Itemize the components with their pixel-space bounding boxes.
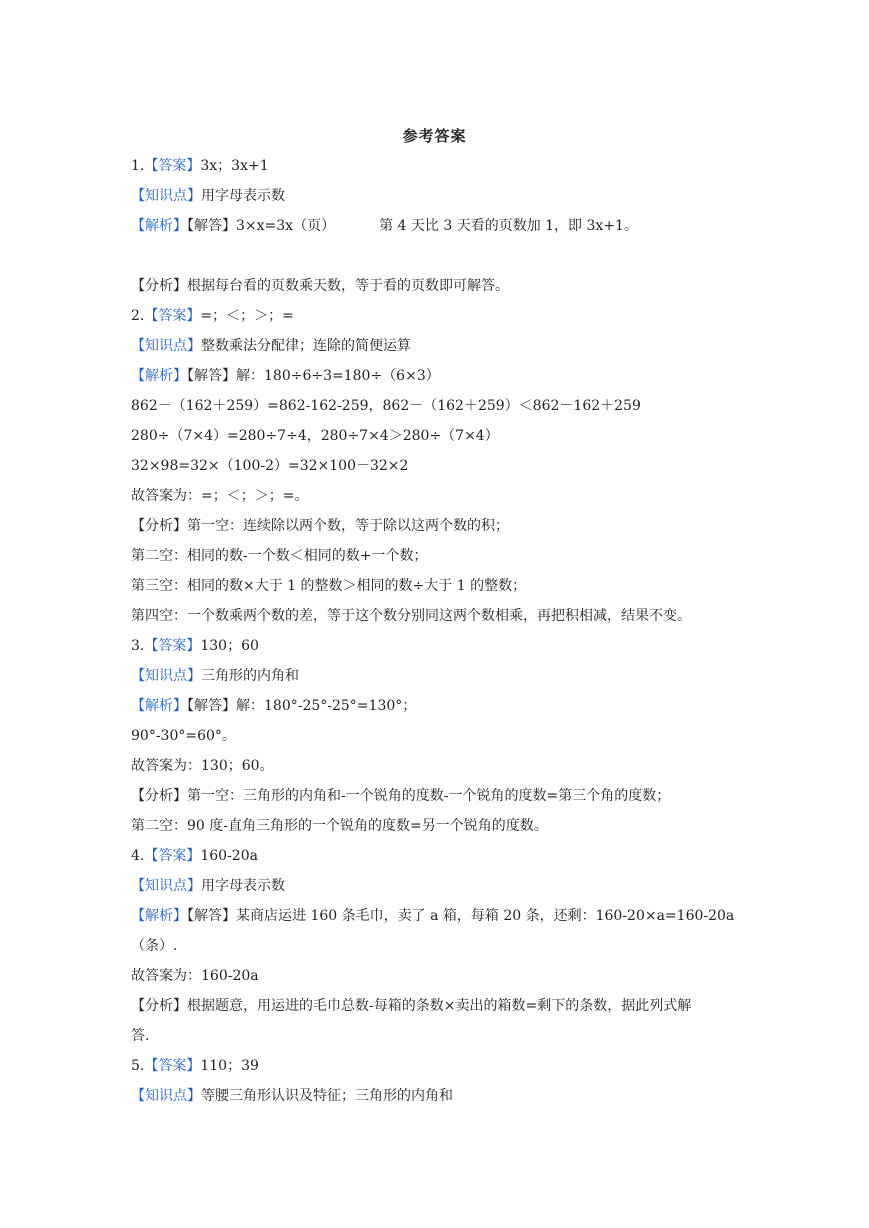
q2-knowledge-line	[131, 331, 743, 361]
q3-reasoning-2: 第二空：90 度-直角三角形的一个锐角的度数=另一个锐角的度数。	[131, 818, 548, 834]
q4-reasoning-cont: 答.	[131, 1028, 150, 1044]
q4-answer: 160-20a	[200, 848, 258, 864]
q3-answer-line	[131, 631, 743, 661]
q3-answer: 130；60	[200, 638, 259, 654]
q4-reasoning-line	[131, 991, 743, 1021]
q4-number: 4.	[131, 848, 145, 864]
q1-reasoning-line	[131, 271, 743, 301]
q4-conclusion: 故答案为：160-20a	[131, 968, 259, 984]
q1-solution-b: 第 4 天比 3 天看的页数加 1，即 3x+1。	[379, 218, 638, 234]
q2-conclusion: 故答案为：=；＜；＞；=。	[131, 488, 309, 504]
q2-reasoning: 第一空：连续除以两个数，等于除以这两个数的积；	[187, 518, 509, 534]
q5-answer: 110；39	[200, 1058, 259, 1074]
answer-content	[131, 151, 743, 1111]
q1-answer-line	[131, 151, 743, 181]
q1-knowledge-line	[131, 181, 743, 211]
q5-knowledge-tag: 【知识点】	[131, 1088, 201, 1104]
q2-step-2: 280÷（7×4）=280÷7÷4，280÷7×4＞280÷（7×4）	[131, 428, 499, 444]
q3-reasoning-line	[131, 781, 743, 811]
q5-knowledge: 等腰三角形认识及特征；三角形的内角和	[201, 1088, 453, 1104]
q1-reasoning: 根据每台看的页数乘天数，等于看的页数即可解答。	[187, 278, 509, 294]
q1-reasoning-tag: 【分析】	[131, 278, 187, 294]
q2-solution-tag: 【解答】	[187, 368, 236, 384]
q1-number: 1.	[131, 158, 145, 174]
q4-analysis-line	[131, 901, 743, 931]
q2-knowledge: 整数乘法分配律；连除的简便运算	[201, 338, 411, 354]
q5-answer-line	[131, 1051, 743, 1081]
q2-solution: 解：180÷6÷3=180÷（6×3）	[236, 368, 440, 384]
q2-reasoning-tag: 【分析】	[131, 518, 187, 534]
q1-analysis-line	[131, 211, 743, 241]
q2-answer: =；＜；＞；=	[200, 308, 294, 324]
q4-knowledge-tag: 【知识点】	[131, 878, 201, 894]
q3-knowledge-line	[131, 661, 743, 691]
q2-step-1: 862－（162＋259）=862-162-259，862－（162＋259）＜862－162＋259	[131, 398, 641, 414]
q3-solution-tag: 【解答】	[187, 698, 236, 714]
q5-number: 5.	[131, 1058, 145, 1074]
q4-solution: 某商店运进 160 条毛巾，卖了 a 箱，每箱 20 条，还剩：160-20×a=160-20a	[236, 908, 735, 924]
q3-solution: 解：180°-25°-25°=130°；	[236, 698, 417, 714]
q2-reasoning-2: 第二空：相同的数-一个数＜相同的数+一个数；	[131, 548, 428, 564]
q4-reasoning: 根据题意，用运进的毛巾总数-每箱的条数×卖出的箱数=剩下的条数，据此列式解	[187, 998, 692, 1014]
q4-knowledge: 用字母表示数	[201, 878, 285, 894]
q2-reasoning-line	[131, 511, 743, 541]
q4-reasoning-tag: 【分析】	[131, 998, 187, 1014]
q4-solution-cont: （条）.	[131, 938, 178, 954]
q1-solution-a: 3×x=3x（页）	[236, 218, 336, 234]
q4-answer-line	[131, 841, 743, 871]
q2-reasoning-3: 第三空：相同的数×大于 1 的整数＞相同的数÷大于 1 的整数；	[131, 578, 527, 594]
q5-knowledge-line	[131, 1081, 743, 1111]
q2-analysis-line	[131, 361, 743, 391]
q3-conclusion: 故答案为：130；60。	[131, 758, 274, 774]
q1-knowledge-tag: 【知识点】	[131, 188, 201, 204]
q1-knowledge: 用字母表示数	[201, 188, 285, 204]
q3-answer-tag: 【答案】	[144, 638, 201, 654]
q3-knowledge: 三角形的内角和	[201, 668, 299, 684]
q4-answer-tag: 【答案】	[144, 848, 201, 864]
q3-analysis-tag: 【解析】	[131, 698, 187, 714]
q2-step-3: 32×98=32×（100-2）=32×100－32×2	[131, 458, 409, 474]
q3-step-1: 90°-30°=60°。	[131, 728, 236, 744]
q3-number: 3.	[131, 638, 145, 654]
q3-reasoning: 第一空：三角形的内角和-一个锐角的度数-一个锐角的度数=第三个角的度数；	[187, 788, 671, 804]
blank-line	[131, 241, 743, 271]
q1-analysis-tag: 【解析】	[131, 218, 187, 234]
q2-analysis-tag: 【解析】	[131, 368, 187, 384]
q1-answer: 3x；3x+1	[200, 158, 269, 174]
q2-answer-tag: 【答案】	[144, 308, 201, 324]
q4-knowledge-line	[131, 871, 743, 901]
q2-reasoning-4: 第四空：一个数乘两个数的差，等于这个数分别同这两个数相乘，再把积相减，结果不变。	[131, 608, 691, 624]
q1-solution-tag: 【解答】	[187, 218, 236, 234]
q2-answer-line	[131, 301, 743, 331]
q2-number: 2.	[131, 308, 145, 324]
q3-analysis-line	[131, 691, 743, 721]
page-title: 参考答案	[402, 127, 467, 145]
q2-knowledge-tag: 【知识点】	[131, 338, 201, 354]
q3-knowledge-tag: 【知识点】	[131, 668, 201, 684]
q5-answer-tag: 【答案】	[144, 1058, 201, 1074]
q1-answer-tag: 【答案】	[144, 158, 201, 174]
q3-reasoning-tag: 【分析】	[131, 788, 187, 804]
q4-solution-tag: 【解答】	[187, 908, 236, 924]
q4-analysis-tag: 【解析】	[131, 908, 187, 924]
